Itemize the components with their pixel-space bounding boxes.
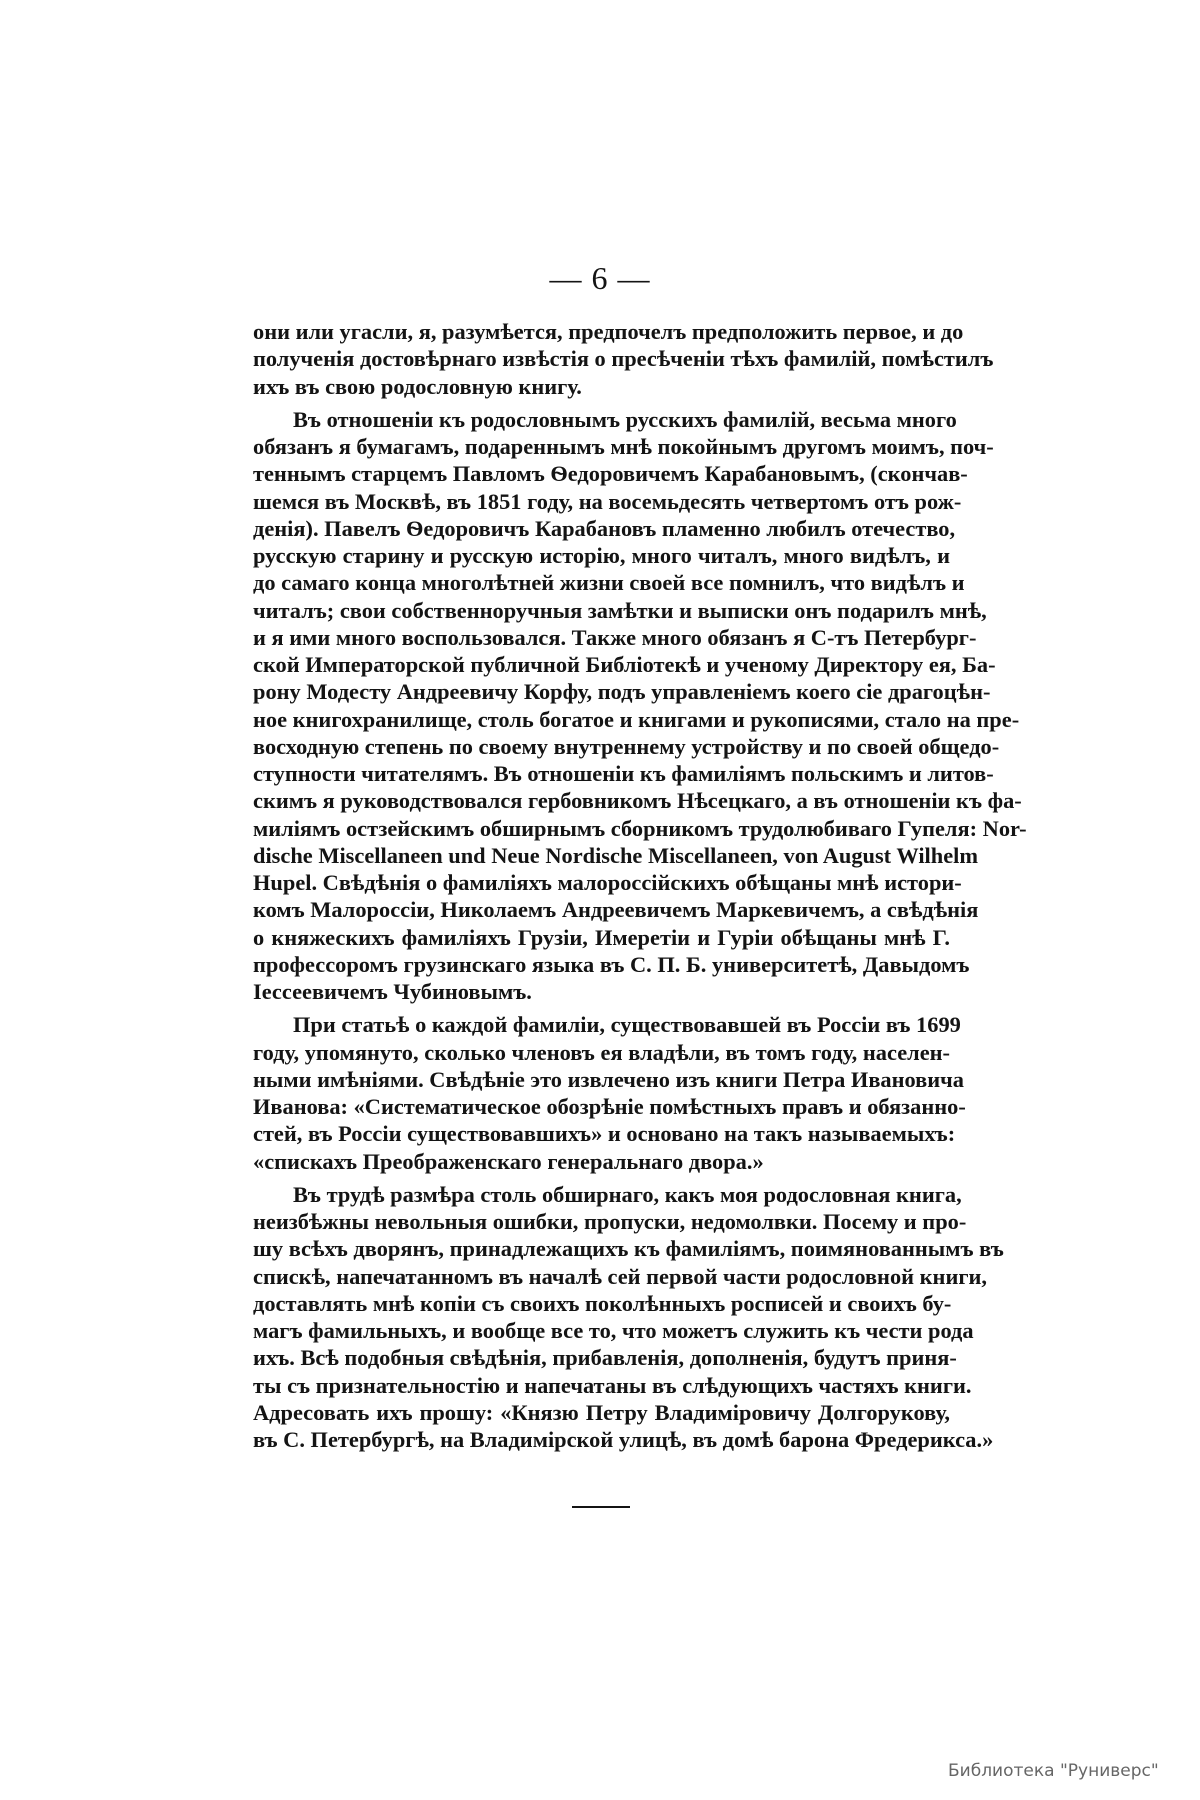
text-line: денія). Павелъ Ѳедоровичъ Карабановъ пламенно любилъ отечество, [253, 515, 956, 541]
text-line: ской Императорской публичной Библіотекѣ и ученому Директору ея, Ба- [253, 652, 996, 677]
text-line: Іессеевичемъ Чубиновымъ. [253, 979, 532, 1004]
text-line: шу всѣхъ дворянъ, принадлежащихъ къ фамиліямъ, поимянованнымъ въ [253, 1236, 1004, 1262]
text-line: Въ отношеніи къ родословнымъ русскихъ фамилій, весьма много [293, 406, 957, 432]
text-line: спискѣ, напечатанномъ въ началѣ сей первой части родословной книги, [253, 1263, 988, 1289]
text-line: ступности читателямъ. Въ отношеніи къ фамиліямъ польскимъ и литов- [253, 761, 994, 786]
text-line: Въ трудѣ размѣра столь обширнаго, какъ моя родословная книга, [293, 1181, 962, 1207]
text-line: При статьѣ о каждой фамиліи, существовавшей въ Россіи въ 1699 [293, 1012, 961, 1038]
text-line: скимъ я руководствовался гербовникомъ Нѣсецкаго, а въ отношеніи къ фа- [253, 788, 1022, 814]
text-line: о княжескихъ фамиліяхъ Грузіи, Имеретіи и Гуріи обѣщаны мнѣ Г. [253, 924, 950, 950]
paragraph [253, 1181, 1004, 1454]
text-line: ихъ. Всѣ подобныя свѣдѣнія, прибавленія, дополненія, будутъ приня- [253, 1345, 957, 1371]
text-line: магъ фамильныхъ, и вообще все то, что можетъ служить къ чести рода [253, 1318, 974, 1343]
text-line: теннымъ старцемъ Павломъ Ѳедоровичемъ Карабановымъ, (скончав- [253, 461, 968, 487]
paragraph [253, 318, 994, 400]
text-line: профессоромъ грузинскаго языка въ С. П. Б. университетѣ, Давыдомъ [253, 951, 970, 977]
text-line: миліямъ остзейскимъ обширнымъ сборникомъ трудолюбиваго Гупеля: Nor- [253, 815, 1027, 841]
text-line: ихъ въ свою родословную книгу. [253, 373, 582, 399]
text-line: Иванова: «Систематическое обозрѣніе помѣстныхъ правъ и обязанно- [253, 1094, 966, 1119]
paragraph [253, 406, 1027, 1006]
text-line: dische Miscellaneen und Neue Nordische Miscellaneen, von August Wilhelm [253, 842, 979, 868]
library-watermark: Библиотека "Руниверс" [948, 1761, 1159, 1781]
text-line: доставлять мнѣ копіи съ своихъ поколѣнныхъ росписей и своихъ бу- [253, 1290, 952, 1316]
text-line: рону Модесту Андреевичу Корфу, подъ управленіемъ коего сіе драгоцѣн- [253, 679, 991, 705]
text-line: ными имѣніями. Свѣдѣніе это извлечено изъ книги Петра Ивановича [253, 1066, 964, 1092]
text-line: въ С. Петербургѣ, на Владимірской улицѣ, въ домѣ барона Фредерикса.» [253, 1427, 994, 1452]
text-line: Hupel. Свѣдѣнія о фамиліяхъ малороссійскихъ обѣщаны мнѣ истори- [253, 870, 962, 895]
text-line: году, упомянуто, сколько членовъ ея владѣли, въ томъ году, населен- [253, 1039, 950, 1065]
text-line: «спискахъ Преображенскаго генеральнаго двора.» [253, 1148, 764, 1174]
text-line: читалъ; свои собственноручныя замѣтки и выписки онъ подарилъ мнѣ, [253, 597, 987, 623]
text-line: полученія достовѣрнаго извѣстія о пресѣченіи тѣхъ фамилій, помѣстилъ [253, 346, 994, 372]
text-line: они или угасли, я, разумѣется, предпочелъ предположить первое, и до [253, 319, 964, 344]
text-line: шемся въ Москвѣ, въ 1851 году, на восемьдесять четвертомъ отъ рож- [253, 488, 962, 514]
text-line: и я ими много воспользовался. Также много обязанъ я С-тъ Петербург- [253, 624, 977, 650]
paragraph [253, 1011, 966, 1175]
text-line: до самаго конца многолѣтней жизни своей все помнилъ, что видѣлъ и [253, 570, 965, 596]
page-number: — 6 — [549, 260, 651, 296]
end-rule [572, 1506, 630, 1508]
text-line: неизбѣжны невольныя ошибки, пропуски, недомолвки. Посему и про- [253, 1209, 967, 1234]
text-line: русскую старину и русскую исторію, много читалъ, много видѣлъ, и [253, 543, 950, 568]
text-line: восходную степень по своему внутреннему устройству и по своей общедо- [253, 733, 1000, 759]
text-line: комъ Малороссіи, Николаемъ Андреевичемъ Маркевичемъ, а свѣдѣнія [253, 897, 979, 923]
body-text [253, 318, 1027, 1453]
text-line: стей, въ Россіи существовавшихъ» и основано на такъ называемыхъ: [253, 1121, 956, 1147]
text-line: обязанъ я бумагамъ, подареннымъ мнѣ покойнымъ другомъ моимъ, поч- [253, 434, 994, 459]
text-line: ное книгохранилище, столь богатое и книгами и рукописями, стало на пре- [253, 706, 1020, 732]
text-line: ты съ признательностію и напечатаны въ слѣдующихъ частяхъ книги. [253, 1372, 972, 1398]
text-line: Адресовать ихъ прошу: «Князю Петру Владиміровичу Долгорукову, [253, 1399, 950, 1425]
